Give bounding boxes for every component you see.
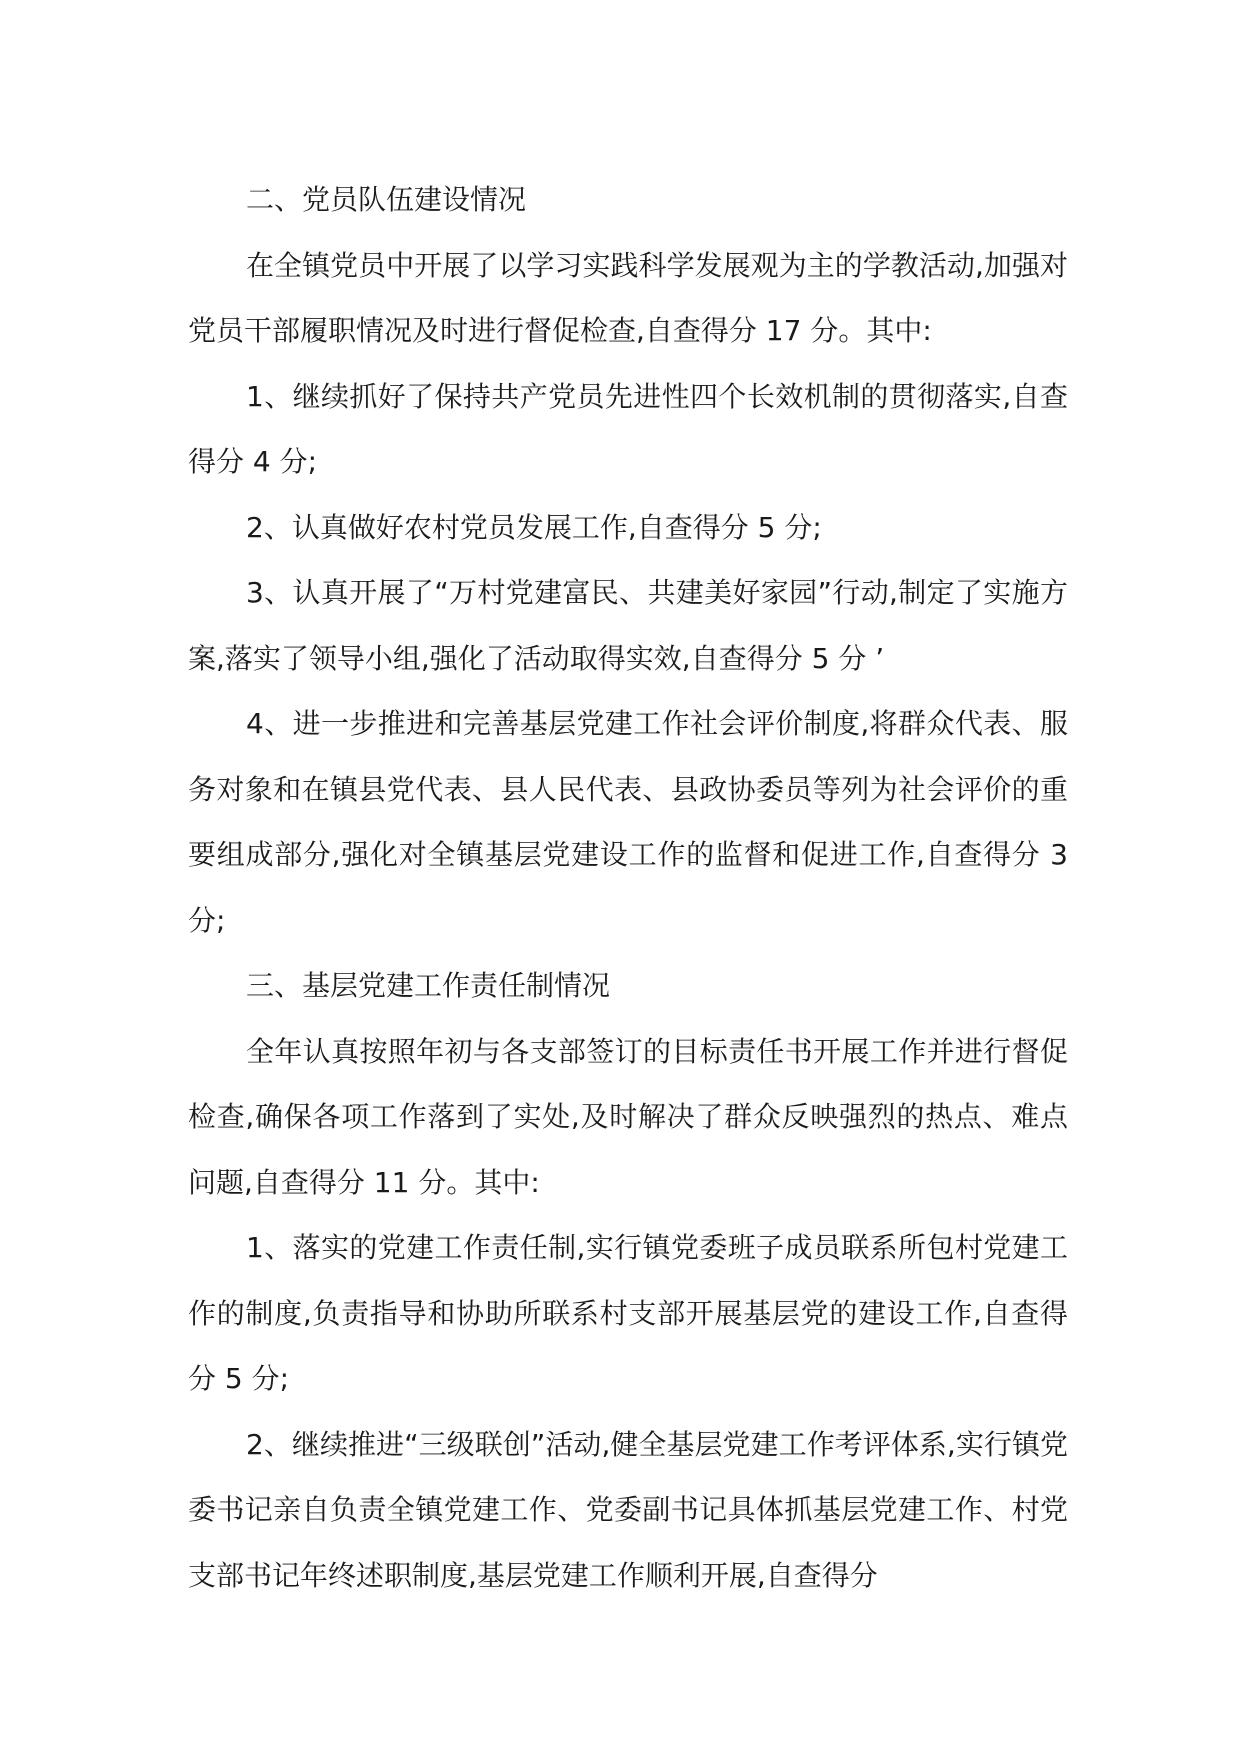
section-heading-party-members: 二、党员队伍建设情况: [246, 183, 527, 216]
section-heading-responsibility: 三、基层党建工作责任制情况: [246, 969, 611, 1002]
list-item-3: 3、认真开展了“万村党建富民、共建美好家园”行动,制定了实施方案,落实了领导小组,强化了活动取得实效,自查得分 5 分 ’: [188, 576, 1068, 675]
list-item-4: 4、进一步推进和完善基层党建工作社会评价制度,将群众代表、服务对象和在镇县党代表、县人民代表、县政协委员等列为社会评价的重要组成部分,强化对全镇基层党建设工作的监督和促进工作,自查得分 3 分;: [188, 707, 1068, 937]
list-item-1: 1、继续抓好了保持共产党员先进性四个长效机制的贯彻落实,自查得分 4 分;: [188, 379, 1068, 478]
paragraph-responsibility: 全年认真按照年初与各支部签订的目标责任书开展工作并进行督促检查,确保各项工作落到了实处,及时解决了群众反映强烈的热点、难点问题,自查得分 11 分。其中:: [188, 1034, 1068, 1199]
document-body: [188, 167, 1068, 1608]
paragraph-study-activity: 在全镇党员中开展了以学习实践科学发展观为主的学教活动,加强对党员干部履职情况及时进行督促检查,自查得分 17 分。其中:: [188, 248, 1068, 347]
list-item-2: 2、认真做好农村党员发展工作,自查得分 5 分;: [246, 510, 822, 544]
list-item-5: 1、落实的党建工作责任制,实行镇党委班子成员联系所包村党建工作的制度,负责指导和协助所联系村支部开展基层党的建设工作,自查得分 5 分;: [188, 1231, 1068, 1395]
list-item-6: 2、继续推进“三级联创”活动,健全基层党建工作考评体系,实行镇党委书记亲自负责全镇党建工作、党委副书记具体抓基层党建工作、村党支部书记年终述职制度,基层党建工作顺利开展,自查得分: [188, 1427, 1068, 1592]
